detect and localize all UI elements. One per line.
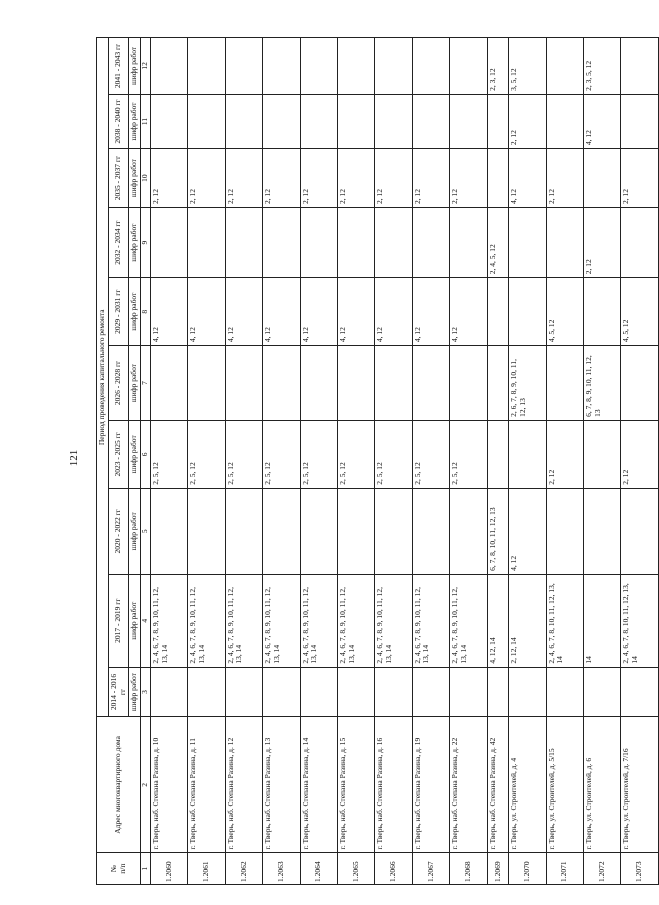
work-code-cell: [337, 94, 374, 148]
work-code-cell: 2, 4, 6, 7, 8, 9, 10, 11, 12, 13, 14: [150, 574, 187, 667]
work-code-cell: [546, 38, 583, 95]
work-code-cell: [546, 667, 583, 717]
row-number: 1.2062: [225, 853, 262, 885]
work-code-cell: [621, 208, 659, 278]
work-code-cell: 2, 4, 6, 7, 8, 9, 10, 11, 12, 13, 14: [263, 574, 300, 667]
work-code-cell: [546, 346, 583, 421]
work-code-cell: 2, 12: [150, 149, 187, 208]
work-code-cell: 4, 5, 12: [621, 278, 659, 346]
column-number: 1: [141, 853, 151, 885]
work-code-cell: [263, 94, 300, 148]
period-header: 2026 - 2028 гг: [109, 346, 129, 421]
work-code-cell: 6, 7, 8, 9, 10, 11, 12, 13: [584, 346, 621, 421]
work-code-cell: 2, 5, 12: [300, 420, 337, 488]
work-code-cell: 2, 5, 12: [412, 420, 449, 488]
work-code-cell: [487, 94, 508, 148]
work-code-cell: [375, 346, 412, 421]
work-code-cell: [150, 488, 187, 574]
work-code-cell: 2, 6, 7, 8, 9, 10, 11, 12, 13: [509, 346, 546, 421]
column-number: 11: [141, 94, 151, 148]
table-header: [97, 38, 151, 885]
work-code-cell: [412, 38, 449, 95]
work-code-cell: [487, 149, 508, 208]
work-code-cell: [375, 94, 412, 148]
work-code-cell: [150, 94, 187, 148]
table-row: [337, 38, 374, 885]
work-code-cell: [188, 667, 225, 717]
work-code-cell: [375, 488, 412, 574]
work-code-cell: [263, 208, 300, 278]
work-code-cell: 2, 5, 12: [337, 420, 374, 488]
work-code-cell: [412, 667, 449, 717]
work-code-cell: 4, 5, 12: [546, 278, 583, 346]
row-number: 1.2065: [337, 853, 374, 885]
work-code-cell: [546, 488, 583, 574]
work-code-cell: 2, 5, 12: [450, 420, 487, 488]
row-number: 1.2066: [375, 853, 412, 885]
work-code-cell: [450, 38, 487, 95]
column-number: 3: [141, 667, 151, 717]
row-number: 1.2063: [263, 853, 300, 885]
work-code-cell: [337, 346, 374, 421]
work-code-cell: [263, 488, 300, 574]
table-row: [150, 38, 187, 885]
work-code-cell: [487, 667, 508, 717]
work-code-cell: [412, 208, 449, 278]
column-number: 6: [141, 420, 151, 488]
work-code-cell: 2, 4, 6, 7, 8, 9, 10, 11, 12, 13, 14: [225, 574, 262, 667]
column-number-row: [141, 38, 151, 885]
work-code-cell: 2, 12: [584, 208, 621, 278]
work-code-cell: 4, 12: [300, 278, 337, 346]
work-code-cell: 4, 12: [450, 278, 487, 346]
row-address: г. Тверь, наб. Степана Разина, д. 15: [337, 717, 374, 853]
work-code-cell: [621, 346, 659, 421]
work-code-cell: [375, 667, 412, 717]
table-row: [375, 38, 412, 885]
work-code-cell: 2, 3, 5, 12: [584, 38, 621, 95]
period-header: 2029 - 2031 гг: [109, 278, 129, 346]
sub-label: шифр работ: [129, 574, 141, 667]
table-row: [188, 38, 225, 885]
column-number: 4: [141, 574, 151, 667]
sub-label: шифр работ: [129, 420, 141, 488]
work-code-cell: [150, 38, 187, 95]
work-code-cell: 4, 12: [375, 278, 412, 346]
work-code-cell: 2, 4, 6, 7, 8, 10, 11, 12, 13, 14: [546, 574, 583, 667]
period-header: 2014 - 2016 гг: [109, 667, 129, 717]
work-code-cell: 4, 12: [263, 278, 300, 346]
column-number: 5: [141, 488, 151, 574]
row-number: 1.2072: [584, 853, 621, 885]
work-code-cell: [584, 278, 621, 346]
work-code-cell: 2, 4, 6, 7, 8, 9, 10, 11, 12, 13, 14: [450, 574, 487, 667]
table-row: [546, 38, 583, 885]
work-code-cell: 2, 3, 12: [487, 38, 508, 95]
work-code-cell: [546, 208, 583, 278]
work-code-cell: 4, 12: [225, 278, 262, 346]
sub-label: шифр работ: [129, 149, 141, 208]
period-title: Период проведения капитального ремонта: [97, 38, 109, 717]
work-code-cell: [263, 667, 300, 717]
work-code-cell: [188, 208, 225, 278]
table-row: [225, 38, 262, 885]
row-address: г. Тверь, ул. Строителей, д. 7/16: [621, 717, 659, 853]
col-address-header: Адрес многоквартирного дома: [97, 717, 141, 853]
sub-label: шифр работ: [129, 94, 141, 148]
work-code-cell: [546, 94, 583, 148]
work-code-cell: [375, 208, 412, 278]
row-number: 1.2068: [450, 853, 487, 885]
work-code-cell: [188, 346, 225, 421]
sub-label: шифр работ: [129, 667, 141, 717]
work-code-cell: 2, 4, 6, 7, 8, 9, 10, 11, 12, 13, 14: [412, 574, 449, 667]
row-address: г. Тверь, наб. Степана Разина, д. 14: [300, 717, 337, 853]
work-code-cell: [621, 94, 659, 148]
work-code-cell: [509, 667, 546, 717]
work-code-cell: [337, 488, 374, 574]
row-address: г. Тверь, наб. Степана Разина, д. 11: [188, 717, 225, 853]
work-code-cell: [225, 346, 262, 421]
work-code-cell: 2, 4, 5, 12: [487, 208, 508, 278]
row-address: г. Тверь, наб. Степана Разина, д. 19: [412, 717, 449, 853]
row-address: г. Тверь, ул. Строителей, д. 4: [509, 717, 546, 853]
sub-label: шифр работ: [129, 346, 141, 421]
work-code-cell: [225, 38, 262, 95]
work-code-cell: 2, 12: [546, 149, 583, 208]
work-code-cell: [337, 38, 374, 95]
work-code-cell: [337, 208, 374, 278]
table-row: [621, 38, 659, 885]
work-code-cell: 2, 4, 6, 7, 8, 9, 10, 11, 12, 13, 14: [375, 574, 412, 667]
work-code-cell: [450, 94, 487, 148]
work-code-cell: 2, 4, 6, 7, 8, 9, 10, 11, 12, 13, 14: [188, 574, 225, 667]
work-code-cell: [225, 488, 262, 574]
column-number: 9: [141, 208, 151, 278]
work-code-cell: 4, 12: [509, 149, 546, 208]
sub-label: шифр работ: [129, 208, 141, 278]
work-code-cell: [263, 346, 300, 421]
work-code-cell: 4, 12: [150, 278, 187, 346]
work-code-cell: [621, 38, 659, 95]
work-code-cell: [509, 278, 546, 346]
work-code-cell: [450, 346, 487, 421]
work-code-cell: 2, 12: [225, 149, 262, 208]
work-code-cell: 2, 4, 6, 7, 8, 9, 10, 11, 12, 13, 14: [300, 574, 337, 667]
period-header: 2041 - 2043 гг: [109, 38, 129, 95]
work-code-cell: 4, 12: [412, 278, 449, 346]
work-code-cell: 6, 7, 8, 10, 11, 12, 13: [487, 488, 508, 574]
work-code-cell: [412, 346, 449, 421]
work-code-cell: 2, 12: [412, 149, 449, 208]
work-code-cell: [450, 488, 487, 574]
work-code-cell: 2, 12: [300, 149, 337, 208]
row-address: г. Тверь, наб. Степана Разина, д. 13: [263, 717, 300, 853]
table-body: [150, 38, 658, 885]
work-code-cell: [375, 38, 412, 95]
work-code-cell: 4, 12: [509, 488, 546, 574]
work-code-cell: [412, 94, 449, 148]
column-number: 7: [141, 346, 151, 421]
work-code-cell: [584, 420, 621, 488]
work-code-cell: [300, 38, 337, 95]
work-code-cell: 2, 12: [375, 149, 412, 208]
table-row: [584, 38, 621, 885]
work-code-cell: 2, 12: [546, 420, 583, 488]
column-number: 8: [141, 278, 151, 346]
table-row: [263, 38, 300, 885]
table-container: [96, 37, 659, 885]
work-code-cell: [621, 488, 659, 574]
work-code-cell: 2, 12: [337, 149, 374, 208]
period-header: 2023 - 2025 гг: [109, 420, 129, 488]
period-header: 2038 - 2040 гг: [109, 94, 129, 148]
period-header: 2020 - 2022 гг: [109, 488, 129, 574]
column-number: 12: [141, 38, 151, 95]
period-header: 2035 - 2037 гг: [109, 149, 129, 208]
work-code-cell: [300, 94, 337, 148]
row-number: 1.2073: [621, 853, 659, 885]
row-address: г. Тверь, наб. Степана Разина, д. 22: [450, 717, 487, 853]
sub-label: шифр работ: [129, 278, 141, 346]
row-number: 1.2069: [487, 853, 508, 885]
work-code-cell: 2, 5, 12: [263, 420, 300, 488]
page-number: 121: [68, 449, 80, 467]
work-code-cell: 2, 12: [621, 149, 659, 208]
work-code-cell: [225, 94, 262, 148]
row-number: 1.2060: [150, 853, 187, 885]
table-row: [509, 38, 546, 885]
work-code-cell: [509, 420, 546, 488]
work-code-cell: 3, 5, 12: [509, 38, 546, 95]
row-number: 1.2061: [188, 853, 225, 885]
work-code-cell: [487, 420, 508, 488]
work-code-cell: [150, 208, 187, 278]
work-code-cell: [337, 667, 374, 717]
row-address: г. Тверь, наб. Степана Разина, д. 42: [487, 717, 508, 853]
work-code-cell: 2, 12: [263, 149, 300, 208]
work-code-cell: 4, 12: [584, 94, 621, 148]
table-row: [412, 38, 449, 885]
capital-repair-table: [96, 37, 659, 885]
work-code-cell: [584, 667, 621, 717]
row-address: г. Тверь, ул. Строителей, д. 5/15: [546, 717, 583, 853]
work-code-cell: [188, 38, 225, 95]
sub-label: шифр работ: [129, 488, 141, 574]
period-header: 2032 - 2034 гг: [109, 208, 129, 278]
work-code-cell: [150, 667, 187, 717]
work-code-cell: 2, 5, 12: [188, 420, 225, 488]
row-address: г. Тверь, наб. Степана Разина, д. 16: [375, 717, 412, 853]
period-header: 2017 - 2019 гг: [109, 574, 129, 667]
work-code-cell: 2, 5, 12: [225, 420, 262, 488]
table-row: [300, 38, 337, 885]
work-code-cell: 2, 12: [509, 94, 546, 148]
work-code-cell: [584, 149, 621, 208]
work-code-cell: [188, 94, 225, 148]
row-address: г. Тверь, наб. Степана Разина, д. 12: [225, 717, 262, 853]
work-code-cell: [188, 488, 225, 574]
work-code-cell: [509, 208, 546, 278]
work-code-cell: [621, 667, 659, 717]
row-address: г. Тверь, ул. Строителей, д. 6: [584, 717, 621, 853]
work-code-cell: 2, 12: [450, 149, 487, 208]
work-code-cell: [412, 488, 449, 574]
work-code-cell: [584, 488, 621, 574]
work-code-cell: 2, 12: [188, 149, 225, 208]
work-code-cell: 2, 5, 12: [375, 420, 412, 488]
table-row: [487, 38, 508, 885]
work-code-cell: 4, 12: [188, 278, 225, 346]
work-code-cell: 2, 12: [621, 420, 659, 488]
row-number: 1.2070: [509, 853, 546, 885]
row-number: 1.2064: [300, 853, 337, 885]
work-code-cell: 2, 4, 6, 7, 8, 9, 10, 11, 12, 13, 14: [337, 574, 374, 667]
work-code-cell: [487, 346, 508, 421]
work-code-cell: [300, 667, 337, 717]
col-num-header: № п/п: [97, 853, 141, 885]
work-code-cell: [300, 488, 337, 574]
column-number: 10: [141, 149, 151, 208]
work-code-cell: [487, 278, 508, 346]
work-code-cell: [300, 346, 337, 421]
work-code-cell: 2, 5, 12: [150, 420, 187, 488]
work-code-cell: 2, 4, 6, 7, 8, 10, 11, 12, 13, 14: [621, 574, 659, 667]
work-code-cell: [450, 208, 487, 278]
work-code-cell: 4, 12, 14: [487, 574, 508, 667]
work-code-cell: [263, 38, 300, 95]
work-code-cell: [225, 667, 262, 717]
row-address: г. Тверь, наб. Степана Разина, д. 10: [150, 717, 187, 853]
work-code-cell: [450, 667, 487, 717]
work-code-cell: 2, 12, 14: [509, 574, 546, 667]
work-code-cell: [225, 208, 262, 278]
work-code-cell: 4, 12: [337, 278, 374, 346]
work-code-cell: [300, 208, 337, 278]
column-number: 2: [141, 717, 151, 853]
work-code-cell: [150, 346, 187, 421]
table-row: [450, 38, 487, 885]
sub-label: шифр работ: [129, 38, 141, 95]
work-code-cell: 14: [584, 574, 621, 667]
row-number: 1.2071: [546, 853, 583, 885]
row-number: 1.2067: [412, 853, 449, 885]
